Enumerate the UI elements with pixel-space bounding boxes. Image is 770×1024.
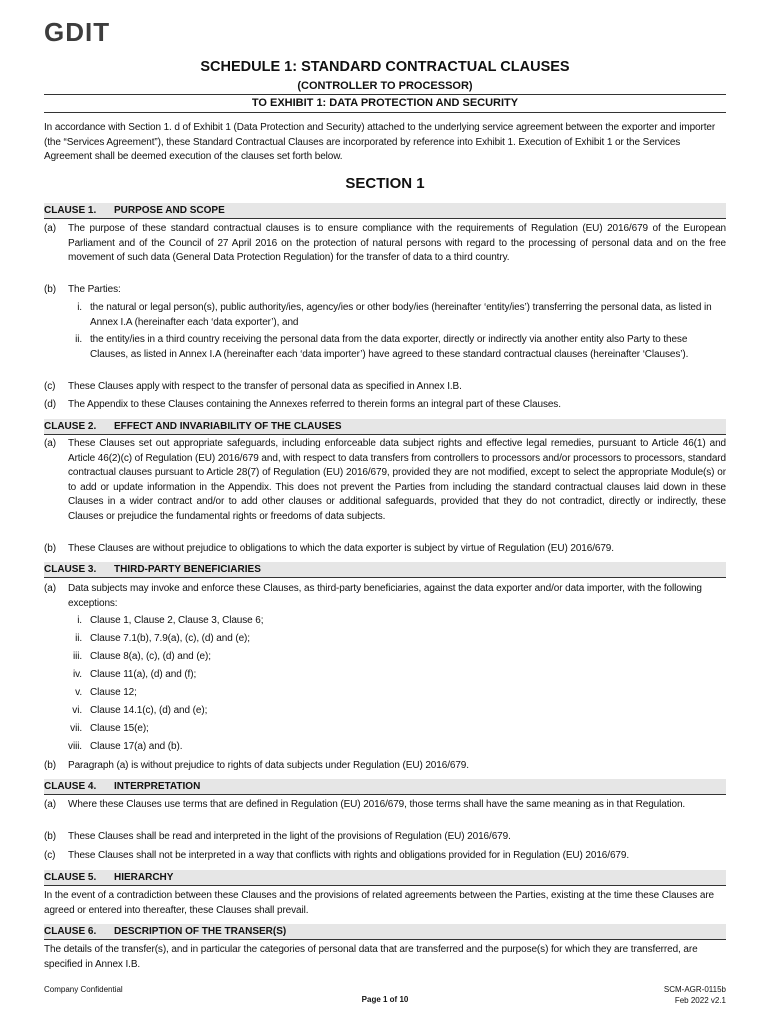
item-text: Data subjects may invoke and enforce these Clauses, as third-party beneficiaries, against the data exporter and/or data importer, with the following exceptions: <box>68 583 702 609</box>
exception-label: iv. <box>73 669 82 680</box>
clause-4-item-c <box>44 849 726 864</box>
clause-title: THIRD-PARTY BENEFICIARIES <box>114 564 261 575</box>
footer-confidential: Company Confidential <box>44 985 123 994</box>
item-label: (a) <box>44 583 56 594</box>
subitem-label: i. <box>77 302 82 313</box>
clause-number: CLAUSE 6. <box>44 926 97 937</box>
item-text: Paragraph (a) is without prejudice to rights of data subjects under Regulation (EU) 2016/679. <box>68 760 469 771</box>
clause-1-subitem-i <box>68 301 726 330</box>
clause-number: CLAUSE 4. <box>44 781 97 792</box>
clause-3-heading <box>44 562 726 578</box>
footer-date: Feb 2022 v2.1 <box>674 996 726 1005</box>
exception-item <box>68 632 726 647</box>
clause-3-item-b <box>44 759 726 774</box>
clause-6-text: The details of the transfer(s), and in particular the categories of personal data that are transferred and the purpose(s) for which they are transferred, are specified in Annex I.B. <box>44 944 698 970</box>
clause-number: CLAUSE 3. <box>44 564 97 575</box>
intro-paragraph: In accordance with Section 1. d of Exhibit 1 (Data Protection and Security) attached to the underlying service agreement between the exporter and importer (the “Services Agreement”), these Standard Contractual Clauses are incorporated by reference into Exhibit 1. Execution of Exhibit 1 or the Services Agreement shall be deemed execution of the clauses set forth below. <box>44 122 716 163</box>
clause-3-item-a <box>44 582 726 611</box>
clause-4-item-a <box>44 798 726 813</box>
clause-1-item-c <box>44 380 726 395</box>
exception-text: Clause 12; <box>90 687 137 698</box>
clause-title: DESCRIPTION OF THE TRANSER(S) <box>114 926 287 937</box>
clause-number: CLAUSE 5. <box>44 872 97 883</box>
document-title: SCHEDULE 1: STANDARD CONTRACTUAL CLAUSES <box>200 59 570 75</box>
exception-label: viii. <box>68 741 82 752</box>
exception-label: iii. <box>72 651 82 662</box>
section-title: SECTION 1 <box>345 175 425 192</box>
footer-page-number: Page 1 of 10 <box>361 995 409 1004</box>
exception-text: Clause 15(e); <box>90 723 149 734</box>
divider <box>44 112 726 113</box>
clause-1-subitem-ii <box>68 333 726 362</box>
clause-title: HIERARCHY <box>114 872 174 883</box>
item-label: (c) <box>44 850 56 861</box>
exception-item <box>68 740 726 755</box>
clause-2-item-a <box>44 437 726 525</box>
clause-title: EFFECT AND INVARIABILITY OF THE CLAUSES <box>114 421 342 432</box>
item-text: The Parties: <box>68 284 121 295</box>
gdit-logo <box>44 20 144 46</box>
item-label: (d) <box>44 399 56 410</box>
item-label: (a) <box>44 438 56 449</box>
exception-item <box>68 668 726 683</box>
svg-text:GDIT: GDIT <box>44 20 111 46</box>
item-text: Where these Clauses use terms that are defined in Regulation (EU) 2016/679, those terms shall have the same meaning as in that Regulation. <box>68 799 686 810</box>
item-text: The Appendix to these Clauses containing the Annexes referred to therein forms an integral part of these Clauses. <box>68 399 561 410</box>
subitem-label: ii. <box>75 334 82 345</box>
clause-6-heading <box>44 924 726 940</box>
clause-2-heading <box>44 419 726 435</box>
clause-number: CLAUSE 2. <box>44 421 97 432</box>
clause-4-heading <box>44 779 726 795</box>
clause-title: INTERPRETATION <box>114 781 201 792</box>
exception-item <box>68 650 726 665</box>
exception-label: ii. <box>75 633 82 644</box>
clause-4-item-b <box>44 830 726 845</box>
exception-text: Clause 17(a) and (b). <box>90 741 183 752</box>
exception-item <box>68 704 726 719</box>
subitem-text: the entity/ies in a third country receiving the personal data from the data exporter, directly or indirectly via another entity also Party to these Clauses, as listed in Annex I.A (hereinafter each ‘data importer’) have agreed to these standard contractual clauses (hereinafter ‘Clauses’). <box>90 334 689 360</box>
item-label: (b) <box>44 831 56 842</box>
item-text: These Clauses shall be read and interpreted in the light of the provisions of Regulation (EU) 2016/679. <box>68 831 511 842</box>
item-text: These Clauses set out appropriate safeguards, including enforceable data subject rights and effective legal remedies, pursuant to Article 46(1) and Article 46(2)(c) of Regulation (EU) 2016/679 and, with respect to data transfers from controllers to processors and/or processors to processors, standard contractual clauses pursuant to Article 28(7) of Regulation (EU) 2016/679, provided they are not modified, except to select the appropriate Module(s) or to add or update information in the Appendix. This does not prevent the Parties from including the standard contractual clauses laid down in these Clauses in a wider contract and/or to add other clauses or additional safeguards, provided that they do not contradict, directly or indirectly, these Clauses or prejudice the fundamental rights or freedoms of data subjects. <box>68 438 726 522</box>
exception-text: Clause 14.1(c), (d) and (e); <box>90 705 208 716</box>
divider <box>44 94 726 95</box>
clause-2-item-b <box>44 542 726 557</box>
clause-1-item-b <box>44 283 726 298</box>
exception-text: Clause 8(a), (c), (d) and (e); <box>90 651 211 662</box>
item-label: (b) <box>44 284 56 295</box>
exception-label: vi. <box>72 705 82 716</box>
exception-text: Clause 1, Clause 2, Clause 3, Clause 6; <box>90 615 264 626</box>
exception-item <box>68 686 726 701</box>
clause-5-text: In the event of a contradiction between these Clauses and the provisions of related agreements between the Parties, existing at the time these Clauses are agreed or entered into thereafter, these Clauses shall prevail. <box>44 890 715 916</box>
exception-text: Clause 11(a), (d) and (f); <box>90 669 197 680</box>
clause-1-item-d <box>44 398 726 413</box>
clause-1-heading <box>44 203 726 219</box>
item-label: (b) <box>44 760 56 771</box>
exhibit-title: TO EXHIBIT 1: DATA PROTECTION AND SECURITY <box>251 97 519 109</box>
item-text: These Clauses are without prejudice to obligations to which the data exporter is subject by virtue of Regulation (EU) 2016/679. <box>68 543 614 554</box>
exception-text: Clause 7.1(b), 7.9(a), (c), (d) and (e); <box>90 633 250 644</box>
exception-label: i. <box>77 615 82 626</box>
subitem-text: the natural or legal person(s), public authority/ies, agency/ies or other body/ies (hereinafter ‘entity/ies’) transferring the personal data, as listed in Annex I.A (hereinafter each ‘data exporter’), and <box>90 302 712 328</box>
item-text: The purpose of these standard contractual clauses is to ensure compliance with the requirements of Regulation (EU) 2016/679 of the European Parliament and of the Council of 27 April 2016 on the protection of natural persons with regard to the processing of personal data and on the free movement of such data (General Data Protection Regulation) for the transfer of data to a third country. <box>68 223 726 264</box>
clause-1-item-a <box>44 222 726 266</box>
item-label: (a) <box>44 223 56 234</box>
clause-number: CLAUSE 1. <box>44 205 97 216</box>
item-label: (a) <box>44 799 56 810</box>
item-label: (c) <box>44 381 56 392</box>
exception-item <box>68 722 726 737</box>
exception-label: v. <box>75 687 82 698</box>
clause-title: PURPOSE AND SCOPE <box>114 205 225 216</box>
footer-doc-id: SCM-AGR-0115b <box>663 985 726 994</box>
item-label: (b) <box>44 543 56 554</box>
item-text: These Clauses apply with respect to the transfer of personal data as specified in Annex I.B. <box>68 381 462 392</box>
exception-item <box>68 614 726 629</box>
document-subtitle: (CONTROLLER TO PROCESSOR) <box>297 80 473 92</box>
clause-5-heading <box>44 870 726 886</box>
item-text: These Clauses shall not be interpreted in a way that conflicts with rights and obligations provided for in Regulation (EU) 2016/679. <box>68 850 630 861</box>
exception-label: vii. <box>70 723 82 734</box>
